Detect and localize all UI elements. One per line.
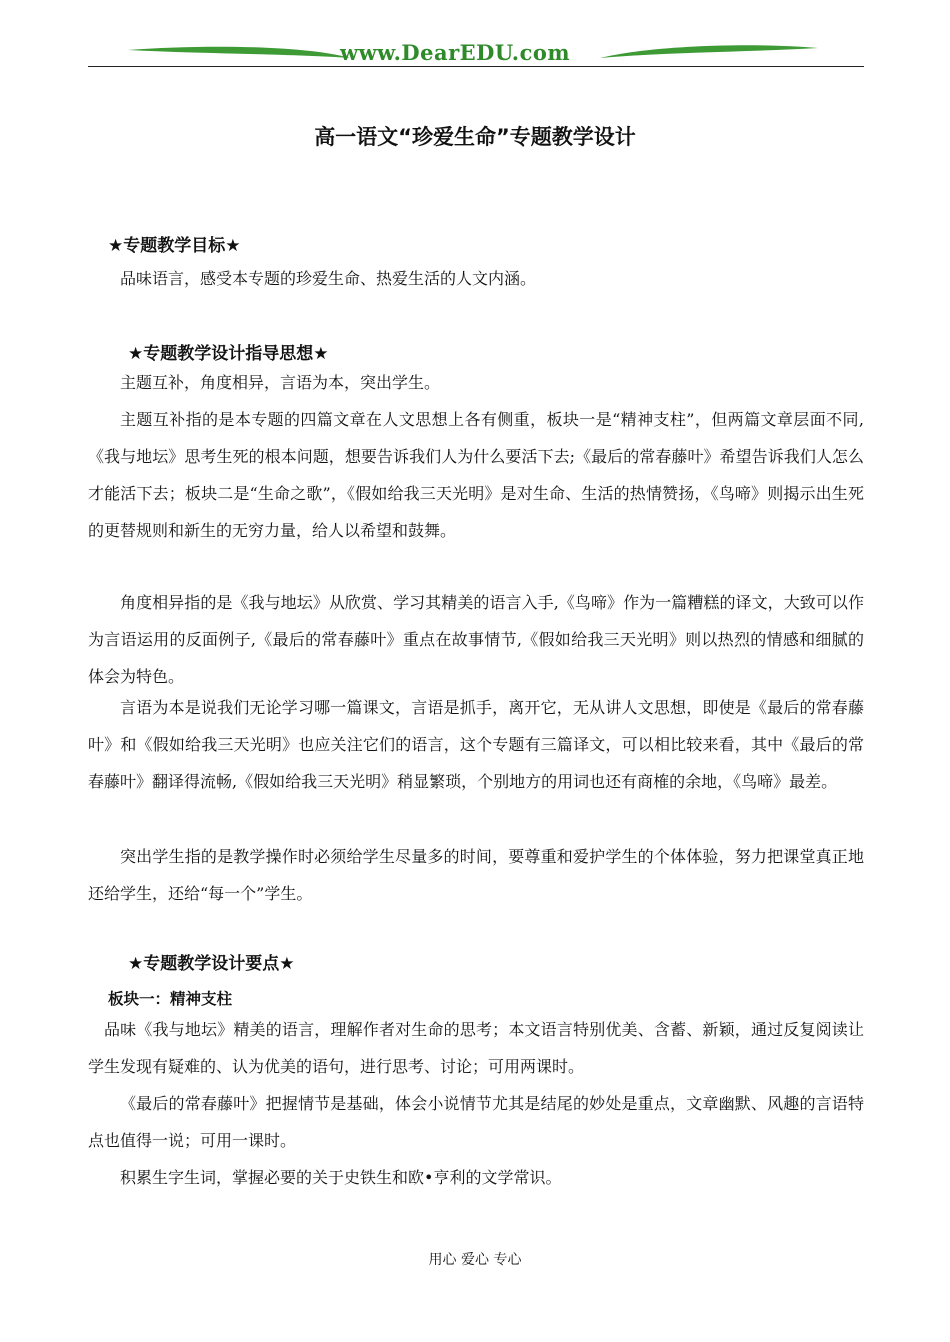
paragraph: 言语为本是说我们无论学习哪一篇课文，言语是抓手，离开它，无从讲人文思想，即使是《最后的常春藤叶》和《假如给我三天光明》也应关注它们的语言，这个专题有三篇译文，可以相比较来看，其中《最后的常春藤叶》翻译得流畅,《假如给我三天光明》稍显繁琐，个别地方的用词也还有商榷的余地，《鸟啼》最差。 [88, 698, 864, 791]
paragraph: 品味《我与地坛》精美的语言，理解作者对生命的思考；本文语言特别优美、含蓄、新颖，通过反复阅读让学生发现有疑难的、认为优美的语句，进行思考、讨论；可用两课时。 [88, 1020, 864, 1076]
right-swoosh-icon [600, 45, 818, 58]
left-swoosh-icon [128, 47, 350, 58]
site-logo-text[interactable]: www.DearEDU.com [340, 40, 571, 65]
section-heading-guiding-ideas: ★专题教学设计指导思想★ [128, 344, 329, 364]
paragraph: 主题互补，角度相异，言语为本，突出学生。 [120, 373, 441, 392]
page-footer: 用心 爱心 专心 [428, 1252, 522, 1268]
section-heading-key-points: ★专题教学设计要点★ [128, 954, 295, 974]
paragraph: 《最后的常春藤叶》把握情节是基础，体会小说情节尤其是结尾的妙处是重点，文章幽默、风趣的言语特点也值得一说；可用一课时。 [88, 1094, 864, 1150]
paragraph: 角度相异指的是《我与地坛》从欣赏、学习其精美的语言入手,《鸟啼》作为一篇糟糕的译文，大致可以作为言语运用的反面例子,《最后的常春藤叶》重点在故事情节,《假如给我三天光明》则以热烈的情感和细腻的体会为特色。 [88, 593, 864, 686]
paragraph: 品味语言，感受本专题的珍爱生命、热爱生活的人文内涵。 [120, 269, 537, 288]
paragraph: 积累生字生词，掌握必要的关于史铁生和欧•亨利的文学常识。 [120, 1168, 562, 1187]
block-subheading: 板块一：精神支柱 [108, 990, 233, 1008]
document-title: 高一语文“珍爱生命”专题教学设计 [314, 125, 636, 149]
header-divider [88, 66, 864, 67]
paragraph: 主题互补指的是本专题的四篇文章在人文思想上各有侧重，板块一是“精神支柱”，但两篇文章层面不同,《我与地坛》思考生死的根本问题，想要告诉我们人为什么要活下去;《最后的常春藤叶》希望告诉我们人怎么才能活下去；板块二是“生命之歌”，《假如给我三天光明》是对生命、生活的热情赞扬，《鸟啼》则揭示出生死的更替规则和新生的无穷力量，给人以希望和鼓舞。 [88, 410, 864, 540]
paragraph: 突出学生指的是教学操作时必须给学生尽量多的时间，要尊重和爱护学生的个体体验，努力把课堂真正地还给学生，还给“每一个”学生。 [88, 847, 864, 903]
section-heading-goals: ★专题教学目标★ [108, 236, 241, 256]
